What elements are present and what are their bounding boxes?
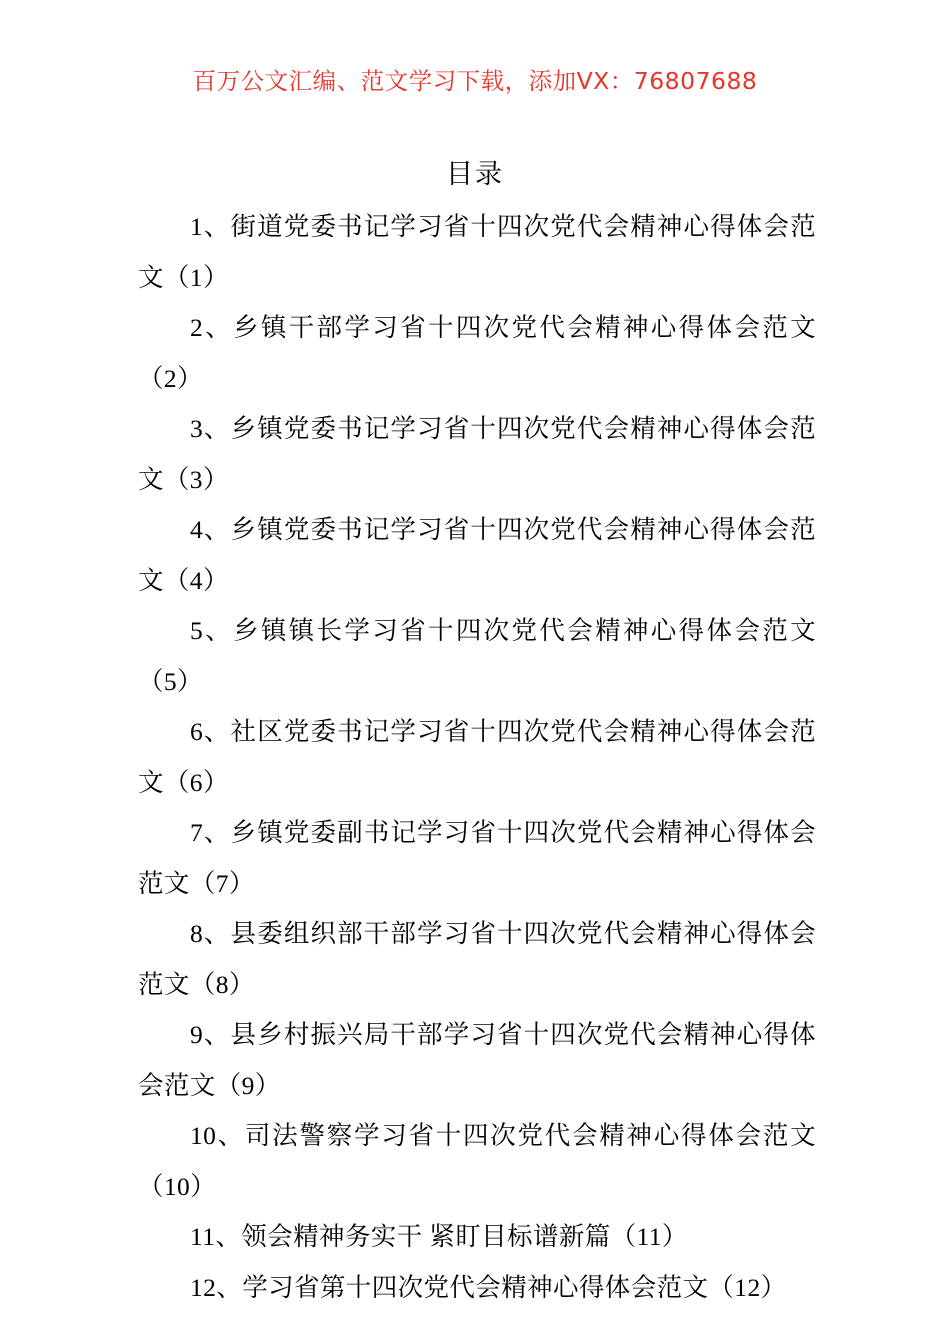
- toc-entry-title: 乡镇干部学习省十四次党代会精神心得体会范文: [232, 313, 816, 342]
- toc-entry-title: 社区党委书记学习省十四次党代会精神心得体会范文: [138, 717, 816, 797]
- toc-entry-number: 7、: [190, 818, 231, 847]
- toc-entry[interactable]: [138, 808, 816, 909]
- toc-entry-number: 10、: [190, 1121, 245, 1150]
- toc-entry-title: 领会精神务实干 紧盯目标谱新篇: [241, 1222, 611, 1251]
- toc-entry[interactable]: [138, 303, 816, 404]
- toc-entry-page: （8）: [189, 969, 255, 999]
- toc-entry-number: 9、: [190, 1020, 231, 1049]
- toc-entry[interactable]: [138, 1111, 816, 1212]
- toc-entry[interactable]: [138, 1010, 816, 1111]
- toc-entry-page: （7）: [189, 868, 255, 898]
- toc-entry[interactable]: [138, 707, 816, 808]
- toc-entry[interactable]: [138, 909, 816, 1010]
- toc-entry-number: 12、: [190, 1272, 243, 1302]
- toc-entry-title: 学习省第十四次党代会精神心得体会范文: [242, 1272, 709, 1302]
- toc-entry[interactable]: [138, 505, 816, 606]
- toc-entry[interactable]: [138, 1212, 816, 1263]
- toc-entry-number: 2、: [190, 313, 233, 342]
- toc-entry[interactable]: [138, 606, 816, 707]
- toc-entry-title: 县乡村振兴局干部学习省十四次党代会精神心得体会范文: [138, 1020, 816, 1100]
- toc-entry-page: （12）: [708, 1272, 787, 1302]
- toc-entry[interactable]: [138, 1263, 816, 1314]
- toc-entry-page: （2）: [138, 363, 203, 393]
- toc-entry-page: （4）: [163, 565, 229, 595]
- watermark-text: 百万公文汇编、范文学习下载，添加VX：76807688: [192, 67, 758, 95]
- toc-entry-page: （1）: [163, 262, 229, 292]
- toc-entry-number: 11、: [190, 1222, 242, 1251]
- toc-entry-title: 乡镇党委书记学习省十四次党代会精神心得体会范文: [138, 515, 816, 595]
- toc-entry-number: 4、: [190, 515, 231, 544]
- toc-entry-number: 8、: [190, 919, 231, 948]
- toc-entry-title: 乡镇镇长学习省十四次党代会精神心得体会范文: [232, 616, 816, 645]
- toc-entry[interactable]: [138, 202, 816, 303]
- toc-entry-page: （11）: [610, 1222, 688, 1251]
- toc-entry-page: （9）: [215, 1070, 281, 1100]
- toc-entry-number: 6、: [190, 717, 231, 746]
- toc-entry[interactable]: [138, 404, 816, 505]
- toc-entry-page: （3）: [163, 464, 229, 494]
- toc-entry-title: 街道党委书记学习省十四次党代会精神心得体会范文: [138, 212, 816, 292]
- toc-entry-number: 1、: [190, 212, 231, 241]
- toc-entry-title: 县委组织部干部学习省十四次党代会精神心得体会范文: [138, 919, 816, 999]
- toc-entry-page: （5）: [138, 666, 203, 696]
- toc-entry-page: （6）: [163, 767, 229, 797]
- table-of-contents: [138, 202, 816, 1313]
- toc-entry-title: 乡镇党委副书记学习省十四次党代会精神心得体会范文: [138, 818, 816, 898]
- toc-entry-number: 3、: [190, 414, 231, 443]
- toc-entry-title: 乡镇党委书记学习省十四次党代会精神心得体会范文: [138, 414, 816, 494]
- toc-entry-title: 司法警察学习省十四次党代会精神心得体会范文: [244, 1121, 816, 1150]
- toc-entry-number: 5、: [190, 616, 233, 645]
- page-title: 目录: [446, 159, 504, 189]
- toc-entry-page: （10）: [138, 1171, 217, 1201]
